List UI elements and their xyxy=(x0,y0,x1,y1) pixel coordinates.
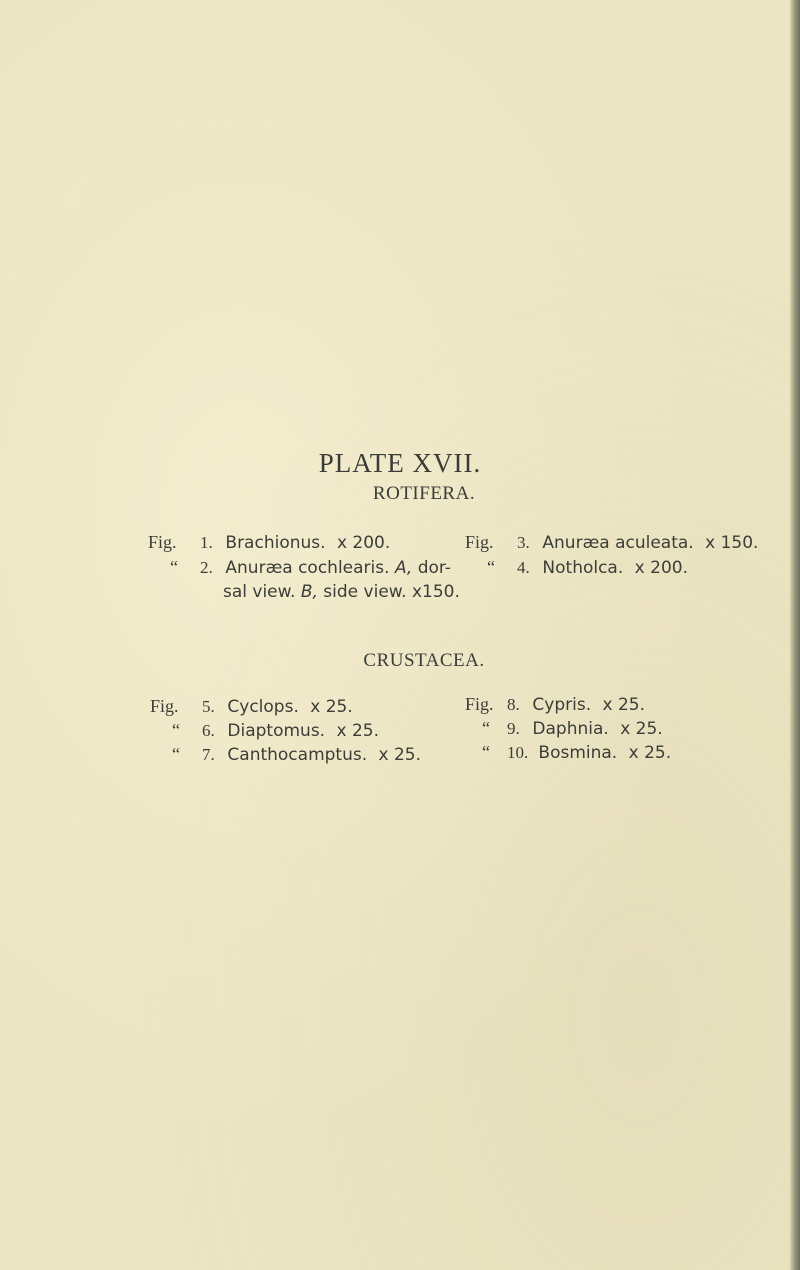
magnification: x 25. xyxy=(628,743,672,763)
caption-fig-8 xyxy=(465,692,645,717)
crustacea-heading: CRUSTACEA. xyxy=(363,650,485,671)
caption-fig-10 xyxy=(465,740,671,765)
view-label-b: B, xyxy=(300,582,318,602)
fig-number: 1. xyxy=(200,533,213,552)
species-name: Brachionus. xyxy=(225,533,326,553)
fig-number: 8. xyxy=(507,695,520,714)
caption-fig-7 xyxy=(150,742,421,767)
caption-fig-4 xyxy=(465,555,688,580)
ditto-mark: “ xyxy=(482,718,490,738)
fig-number: 3. xyxy=(517,533,530,552)
species-name: Canthocamptus. xyxy=(227,745,368,765)
magnification: x 150. xyxy=(705,533,759,553)
caption-fig-2 xyxy=(148,555,451,580)
fig-prefix: Fig. xyxy=(148,532,177,552)
caption-fig-6 xyxy=(150,718,379,743)
rotifera-heading: ROTIFERA. xyxy=(372,483,476,504)
fig-number: 6. xyxy=(202,721,215,740)
species-name: Diaptomus. xyxy=(227,721,326,741)
fig-prefix: Fig. xyxy=(465,694,494,714)
caption-text: sal view. xyxy=(223,582,296,602)
species-name: Daphnia. xyxy=(532,719,609,739)
species-name: Bosmina. xyxy=(538,743,618,763)
ditto-mark: “ xyxy=(482,742,490,762)
caption-text: side view. xyxy=(323,582,407,602)
ditto-mark: “ xyxy=(170,557,178,577)
ditto-mark: “ xyxy=(172,744,180,764)
plate-title: PLATE XVII. xyxy=(318,448,482,478)
magnification: x 25. xyxy=(620,719,663,739)
magnification: x 25. xyxy=(336,721,379,741)
magnification: x 200. xyxy=(634,558,688,578)
page-edge xyxy=(790,0,800,1270)
caption-fig-3 xyxy=(465,530,758,555)
fig-prefix: Fig. xyxy=(465,532,494,552)
fig-number: 5. xyxy=(202,697,215,716)
species-name: Anuræa aculeata. xyxy=(542,533,694,553)
caption-text: dor- xyxy=(417,558,451,578)
caption-fig-9 xyxy=(465,716,663,741)
fig-number: 10. xyxy=(507,743,529,762)
fig-prefix: Fig. xyxy=(150,696,179,716)
caption-fig-2-continued xyxy=(223,580,460,604)
species-name: Cypris. xyxy=(532,695,592,715)
ditto-mark: “ xyxy=(487,557,495,577)
fig-number: 2. xyxy=(200,558,213,577)
fig-number: 9. xyxy=(507,719,520,738)
magnification: x 25. xyxy=(378,745,422,765)
magnification: x 200. xyxy=(336,533,391,553)
view-label-a: A, xyxy=(394,558,413,578)
species-name: Cyclops. xyxy=(227,697,299,717)
ditto-mark: “ xyxy=(172,720,180,740)
species-name: Anuræa cochlearis. xyxy=(225,558,390,578)
caption-fig-5 xyxy=(150,694,353,719)
magnification: x 25. xyxy=(602,695,646,715)
magnification: x 25. xyxy=(310,697,353,717)
magnification: x150. xyxy=(411,582,460,602)
caption-fig-1 xyxy=(148,530,390,555)
species-name: Notholca. xyxy=(542,558,624,578)
fig-number: 7. xyxy=(202,745,215,764)
fig-number: 4. xyxy=(517,558,530,577)
